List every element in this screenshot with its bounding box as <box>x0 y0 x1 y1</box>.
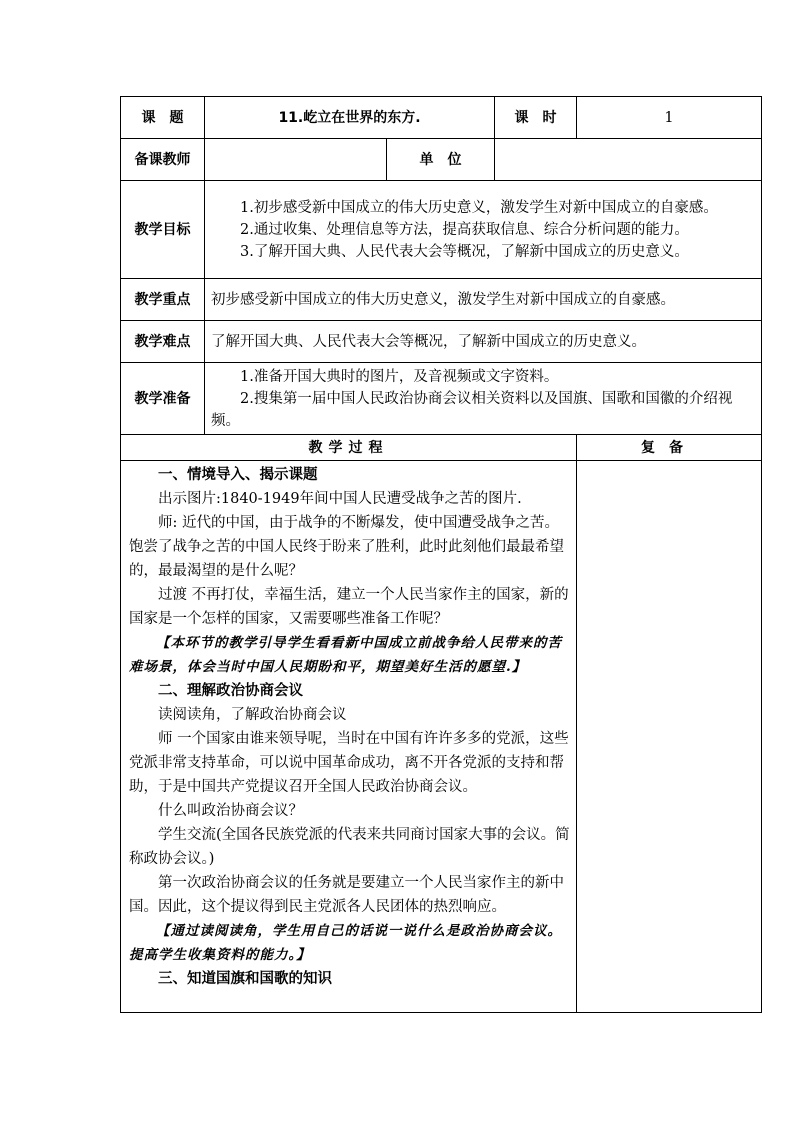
process-paragraph: 什么叫政治协商会议？ <box>158 803 303 819</box>
difficulties-row <box>121 321 762 363</box>
goals-content <box>205 181 762 279</box>
section-heading: 三、知道国旗和国歌的知识 <box>158 971 332 987</box>
process-paragraph: 学生交流(全国各民族党派的代表来共同商讨国家大事的会议。简称政协会议。) <box>129 827 570 867</box>
teacher-row <box>121 139 762 181</box>
goal-item: 2.通过收集、处理信息等方法，提高获取信息、综合分析问题的能力。 <box>240 221 689 238</box>
period-label: 课 时 <box>495 97 577 139</box>
goals-label: 教学目标 <box>121 181 205 279</box>
process-header-row <box>121 435 762 461</box>
review-column <box>577 461 762 1013</box>
period-value: 1 <box>577 97 762 139</box>
difficulties-text: 了解开国大典、人民代表大会等概况，了解新中国成立的历史意义。 <box>205 321 762 363</box>
teacher-label: 备课教师 <box>121 139 205 181</box>
lesson-label: 课 题 <box>121 97 205 139</box>
process-body-row <box>121 461 762 1013</box>
lesson-plan-sheet <box>120 96 761 1013</box>
goals-row <box>121 181 762 279</box>
section-heading: 二、理解政治协商会议 <box>158 683 303 699</box>
difficulties-label: 教学难点 <box>121 321 205 363</box>
section-heading: 一、情境导入、揭示课题 <box>158 467 318 483</box>
process-content <box>121 461 577 1013</box>
lesson-title: 11.屹立在世界的东方. <box>205 97 495 139</box>
preparation-item: 1.准备开国大典时的图片，及音视频或文字资料。 <box>240 368 559 385</box>
preparation-label: 教学准备 <box>121 363 205 435</box>
preparation-row <box>121 363 762 435</box>
teacher-value <box>205 139 387 181</box>
process-paragraph: 读阅读角，了解政治协商会议 <box>158 707 347 723</box>
unit-value <box>495 139 762 181</box>
key-points-label: 教学重点 <box>121 279 205 321</box>
process-paragraph: 过渡 不再打仗，幸福生活，建立一个人民当家作主的国家，新的国家是一个怎样的国家，又需要哪些准备工作呢？ <box>129 587 569 627</box>
process-paragraph: 师 一个国家由谁来领导呢，当时在中国有许许多多的党派，这些党派非常支持革命，可以说中国革命成功，离不开各党派的支持和帮助，于是中国共产党提议召开全国人民政治协商会议。 <box>129 731 569 795</box>
process-header: 教学过程 <box>121 435 577 461</box>
goal-item: 3.了解开国大典、人民代表大会等概况，了解新中国成立的历史意义。 <box>240 243 689 260</box>
preparation-item: 2.搜集第一届中国人民政治协商会议相关资料以及国旗、国歌和国徽的介绍视频。 <box>211 390 733 429</box>
teaching-note: 【本环节的教学引导学生看看新中国成立前战争给人民带来的苦难场景，体会当时中国人民期盼和平，期望美好生活的愿望.】 <box>129 635 562 675</box>
key-points-text: 初步感受新中国成立的伟大历史意义，激发学生对新中国成立的自豪感。 <box>205 279 762 321</box>
process-paragraph: 第一次政治协商会议的任务就是要建立一个人民当家作主的新中国。因此，这个提议得到民主党派各人民团体的热烈响应。 <box>129 875 564 915</box>
teaching-note: 【通过读阅读角，学生用自己的话说一说什么是政治协商会议。提高学生收集资料的能力。】 <box>129 923 562 963</box>
lesson-row <box>121 97 762 139</box>
goal-item: 1.初步感受新中国成立的伟大历史意义，激发学生对新中国成立的自豪感。 <box>240 199 718 216</box>
lesson-plan-table <box>120 96 762 1013</box>
process-paragraph: 师: 近代的中国，由于战争的不断爆发，使中国遭受战争之苦。饱尝了战争之苦的中国人民终于盼来了胜利，此时此刻他们最最希望的，最最渴望的是什么呢？ <box>129 515 564 579</box>
process-paragraph: 出示图片:1840-1949年间中国人民遭受战争之苦的图片. <box>158 491 522 507</box>
unit-label: 单 位 <box>387 139 495 181</box>
preparation-content <box>205 363 762 435</box>
review-header: 复备 <box>577 435 762 461</box>
key-points-row <box>121 279 762 321</box>
